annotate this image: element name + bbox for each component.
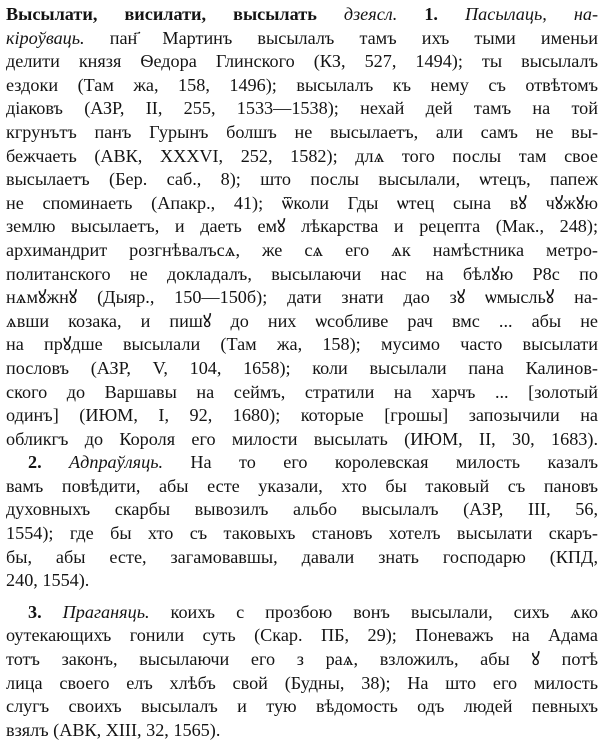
text-line [6,601,598,625]
text-line: высылаетъ (Бер. саб., 8); што послы высылали, ѡтецъ, папеж [6,169,598,190]
text-line: кгрунътъ панъ Гурынъ болшъ не высылаетъ, али самъ не вы- [6,121,598,142]
text-line: архимандрит розгнѣвалъсѧ, же сѧ его ѧк намѣстника метро- [6,239,598,260]
text-line: ского до Варшавы на сеймъ, стратили на харчъ ... [золотый [6,381,598,402]
sense-definition: Пасылаць, на- [465,4,598,24]
headword: Высылати, висилати, высылать [6,4,317,24]
text-line: дiаковъ (АЗР, II, 255, 1533—1538); нехай дей тамъ на той [6,98,598,119]
text-line: взялъ (АВК, XIII, 32, 1565). [6,719,221,740]
text-line: вамъ повѣдити, абы есте указали, хто бы таковый съ пановъ [6,475,598,496]
text-line: бежчаеть (АВК, XXXVI, 252, 1582); длѧ того послы там свое [6,145,598,166]
grammar-label: дзеясл. [343,4,398,24]
text-line: слугъ своихъ высылалъ и тую вѣдомость одъ людей певныхъ [6,696,598,717]
text-line: на прꙋдше высылали (Там жа, 158); мусимо часто высылати [6,334,598,355]
text-line: тотъ законъ, высылаючи его з раѧ, взложилъ, абы ꙋ потѣ [6,649,598,670]
citation-text: коихъ с прозбою вонъ высылали, сихъ ѧко [149,601,598,622]
sense-number: 2. [28,452,42,473]
text-line: нѧмꙋжнꙋ (Дыяр., 150—150б); дати знати дао зꙋ ѡмысльꙋ на- [6,287,598,308]
text-line: 1554); где бы хто съ таковыхъ становъ хотелъ высылати скаръ- [6,523,598,544]
sense-number: 1. [424,4,438,24]
sense-definition: Адпраўляць. [69,452,164,473]
text-line: пословъ (АЗР, V, 104, 1658); коли высылали пана Калинов- [6,357,598,378]
text-line [6,451,598,475]
citation-text: пан҃ Мартинъ высылалъ тамъ ихъ тыми именьи [84,27,598,48]
text-line: обликгъ до Короля его милости высылать (ИЮМ, II, 30, 1683). [6,428,598,449]
text-line: 240, 1554). [6,570,90,591]
text-line: землю высылаетъ, и даеть емꙋ лѣкарства и рецепта (Мак., 248); [6,216,598,237]
sense-1-paragraph [6,3,598,451]
text-line: политанского не докладалъ, высылаючи нас на бѣлꙋю Р8с по [6,263,598,284]
text-line [6,27,598,51]
sense-2-paragraph [6,451,598,593]
sense-3-paragraph [6,601,598,742]
text-line: не споминаеть (Апакр., 41); ѿколи Гды ѡтец сына вꙋ чꙋжꙋю [6,192,598,213]
text-line: оутекающихъ гонили суть (Скар. ПБ, 29); Поневажъ на Адама [6,625,598,646]
sense-definition: кіроўваць. [6,27,85,48]
dictionary-entry [6,3,598,742]
text-line: ездоки (Там жа, 158, 1496); высылалъ къ нему съ отвѣтомъ [6,74,598,95]
sense-definition: Праганяць. [62,601,150,622]
text-line: бы, абы есте, загамовавшы, давали знать господарю (КПД, [6,546,598,567]
text-line: ѧвши козака, и пишꙋ до них ѡсобливе рач вмс ... абы не [6,310,598,331]
text-line: духовныхъ скарбы вывозилъ альбо высылалъ (АЗР, III, 56, [6,499,598,520]
sense-number: 3. [28,601,42,622]
text-line: лица своего елъ хлѣбъ свой (Будны, 38); На што его милость [6,672,598,693]
text-line: делити князя Ѳедора Глинского (КЗ, 527, 1494); ты высылалъ [6,51,598,72]
paragraph-gap [6,593,598,601]
citation-text: На то его королевская милость казалъ [163,452,598,473]
text-line: одинъ] (ИЮМ, I, 92, 1680); которые [грошы] запозычили на [6,405,598,426]
text-line [6,3,598,27]
